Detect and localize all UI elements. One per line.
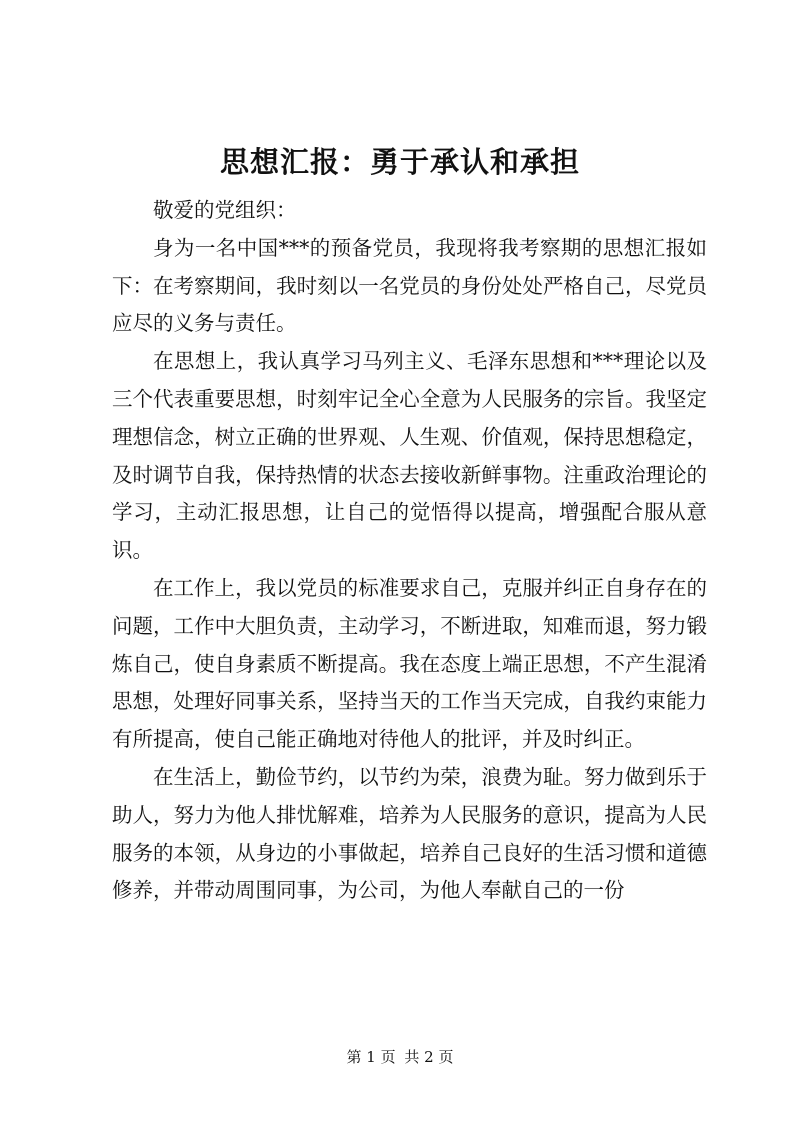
page-footer — [0, 1047, 800, 1067]
salutation: 敬爱的党组织： — [153, 198, 297, 222]
page-total: 共 2 页 — [404, 1048, 454, 1066]
page-number: 第 1 页 — [346, 1048, 396, 1066]
paragraph-work: 在工作上，我以党员的标准要求自己，克服并纠正自身存在的问题，工作中大胆负责，主动学习，不断进取，知难而退，努力锻炼自己，使自身素质不断提高。我在态度上端正思想，不产生混淆思想，处理好同事关系，坚持当天的工作当天完成，自我约束能力有所提高，使自己能正确地对待他人的批评，并及时纠正。 — [112, 575, 707, 752]
paragraph-life: 在生活上，勤俭节约，以节约为荣，浪费为耻。努力做到乐于助人，努力为他人排忧解难，培养为人民服务的意识，提高为人民服务的本领，从身边的小事做起，培养自己良好的生活习惯和道德修养，并带动周围同事，为公司，为他人奉献自己的一份 — [112, 764, 707, 903]
paragraph-thought: 在思想上，我认真学习马列主义、毛泽东思想和***理论以及三个代表重要思想，时刻牢记全心全意为人民服务的宗旨。我坚定理想信念，树立正确的世界观、人生观、价值观，保持思想稳定，及时调节自我，保持热情的状态去接收新鲜事物。注重政治理论的学习，主动汇报思想，让自己的觉悟得以提高，增强配合服从意识。 — [112, 349, 707, 563]
paragraph-intro: 身为一名中国***的预备党员，我现将我考察期的思想汇报如下：在考察期间，我时刻以一名党员的身份处处严格自己，尽党员应尽的义务与责任。 — [112, 235, 707, 336]
document-body — [112, 192, 707, 910]
document-title: 思想汇报：勇于承认和承担 — [219, 145, 580, 179]
